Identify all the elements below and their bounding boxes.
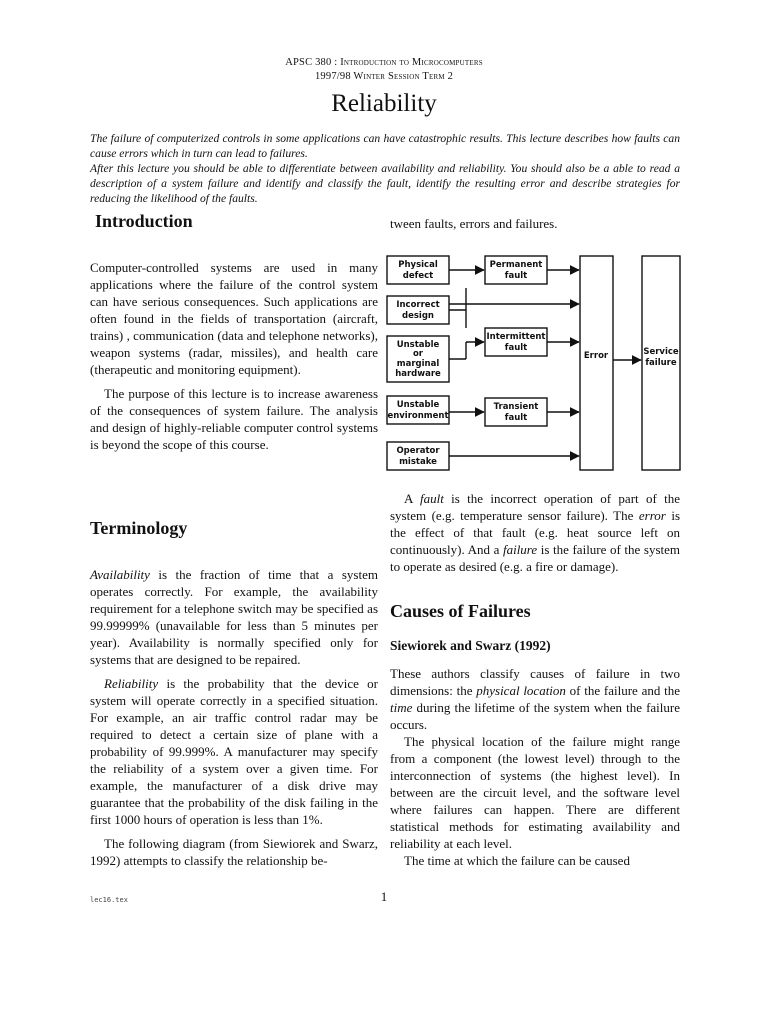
term-header: 1997/98 Winter Session Term 2 [314, 71, 454, 82]
error-box [580, 256, 613, 470]
introduction-body [90, 259, 378, 453]
causes-heading: Causes of Failures [390, 601, 531, 621]
introduction-paragraph-1: Computer-controlled systems are used in many applications where the failure of the control system can have serious consequences. Such applications are often found in the fields of transportation (aircraft, trains) , communication (data and telephone networks), weapon systems (radar, missiles), and health care (therapeutic and monitoring equipment). [90, 260, 378, 377]
cause-label-physical-1: Physical [398, 260, 438, 270]
cause-label-hardware-2: or [412, 349, 424, 359]
fault-def-part-4: is the failure of the system to operate as desired (e.g. a fire or damage). [390, 542, 680, 574]
cause-label-environment-1: Unstable [396, 400, 440, 410]
introduction-heading: Introduction [95, 211, 193, 231]
cause-label-physical-2: defect [402, 271, 434, 281]
fault-definition-text [390, 490, 680, 575]
fault-label-intermittent-2: fault [504, 343, 528, 353]
cause-label-design-2: design [402, 311, 434, 321]
cause-label-environment-2: environment [387, 411, 449, 421]
fault-def-part-3: is the effect of that fault (e.g. heat source left on continuously). And a [390, 508, 680, 557]
cause-label-operator-2: mistake [399, 457, 437, 467]
fault-label-transient-1: Transient [493, 402, 539, 412]
fault-definition-paragraph [390, 490, 680, 575]
failure-label-1: Service [643, 347, 679, 357]
course-header: APSC 380 : Introduction to Microcomputers [285, 57, 483, 68]
causes-body [390, 665, 680, 869]
cause-label-hardware-1: Unstable [396, 340, 440, 350]
error-label: Error [583, 351, 609, 361]
cause-label-operator-1: Operator [396, 446, 440, 456]
availability-definition: is the fraction of time that a system operates correctly. For example, the availability requirement for a telephone switch may be specified as 99.99999% (unavailable for less than 5 minutes per year). Availability is normally specified only for systems that are designed to be repaired. [90, 567, 378, 667]
physical-location-term: physical location [476, 683, 566, 698]
causes-paragraph-1 [390, 665, 680, 733]
terminology-heading: Terminology [90, 518, 188, 538]
terminology-body [90, 566, 378, 869]
fault-def-part-2: is the incorrect operation of part of the system (e.g. temperature sensor failure). The [390, 491, 681, 523]
diagram-intro-paragraph: The following diagram (from Siewiorek and Swarz, 1992) attempts to classify the relationship be- [90, 836, 378, 868]
fault-term: fault [420, 491, 444, 506]
fault-label-transient-2: fault [504, 413, 528, 423]
availability-paragraph [90, 566, 378, 668]
cause-label-hardware-3: marginal [396, 359, 440, 369]
causes-p1-part-1: These authors classify causes of failure in two dimensions: the [390, 666, 680, 698]
failure-label-2: failure [645, 358, 677, 368]
reliability-term: Reliability [104, 676, 159, 691]
abstract-paragraph-2: After this lecture you should be able to differentiate between availability and reliability. You should also be a able to read a description of a system failure and identify and classify the fault, identify the resulting error and describe strategies for reducing the likelihood of the faults. [90, 162, 680, 205]
page-title: Reliability [331, 90, 437, 117]
causes-subheading: Siewiorek and Swarz (1992) [390, 638, 551, 653]
page-number: 1 [380, 889, 388, 904]
footer-filename: lec16.tex [90, 896, 128, 904]
reliability-definition: is the probability that the device or system will operate correctly in a specified situation. For example, an air traffic control radar may be required to detect a certain size of plane with a probability of 99.999%. A manufacturer may specify the reliability of a system over a given time. For example, the manufacturer of a disk drive may guarantee that the probability of the disk failing in the first 1000 hours of operation is less than 1%. [90, 676, 378, 827]
fault-label-permanent-1: Permanent [489, 260, 543, 270]
causes-paragraph-2: The physical location of the failure might range from a component (the lowest level) through to the interconnection of systems (the highest level). In between are the circuit level, and the software level where failures can happen. There are different statistical methods for estimating availability and reliability at each level. [390, 734, 680, 851]
fault-def-part-1: A [404, 491, 420, 506]
fault-error-failure-diagram [382, 250, 682, 480]
error-term: error [638, 508, 666, 523]
continuation-text: tween faults, errors and failures. [390, 216, 558, 231]
abstract [90, 131, 680, 206]
causes-paragraph-3: The time at which the failure can be caused [404, 853, 630, 868]
fault-label-permanent-2: fault [504, 271, 528, 281]
causes-p1-part-2: of the failure and the [565, 683, 680, 698]
time-term: time [390, 700, 413, 715]
abstract-paragraph-1: The failure of computerized controls in some applications can have catastrophic results. This lecture describes how faults can cause errors which in turn can lead to failures. [90, 132, 680, 160]
failure-term: failure [502, 542, 538, 557]
availability-term: Availability [90, 567, 150, 582]
causes-p1-part-3: during the lifetime of the system when the failure occurs. [390, 700, 680, 732]
reliability-paragraph [90, 675, 378, 828]
cause-label-design-1: Incorrect [396, 300, 440, 310]
fault-label-intermittent-1: Intermittent [486, 332, 546, 342]
cause-label-hardware-4: hardware [395, 369, 441, 379]
introduction-paragraph-2: The purpose of this lecture is to increase awareness of the consequences of system failure. The analysis and design of highly-reliable computer control systems is beyond the scope of this course. [90, 386, 378, 452]
